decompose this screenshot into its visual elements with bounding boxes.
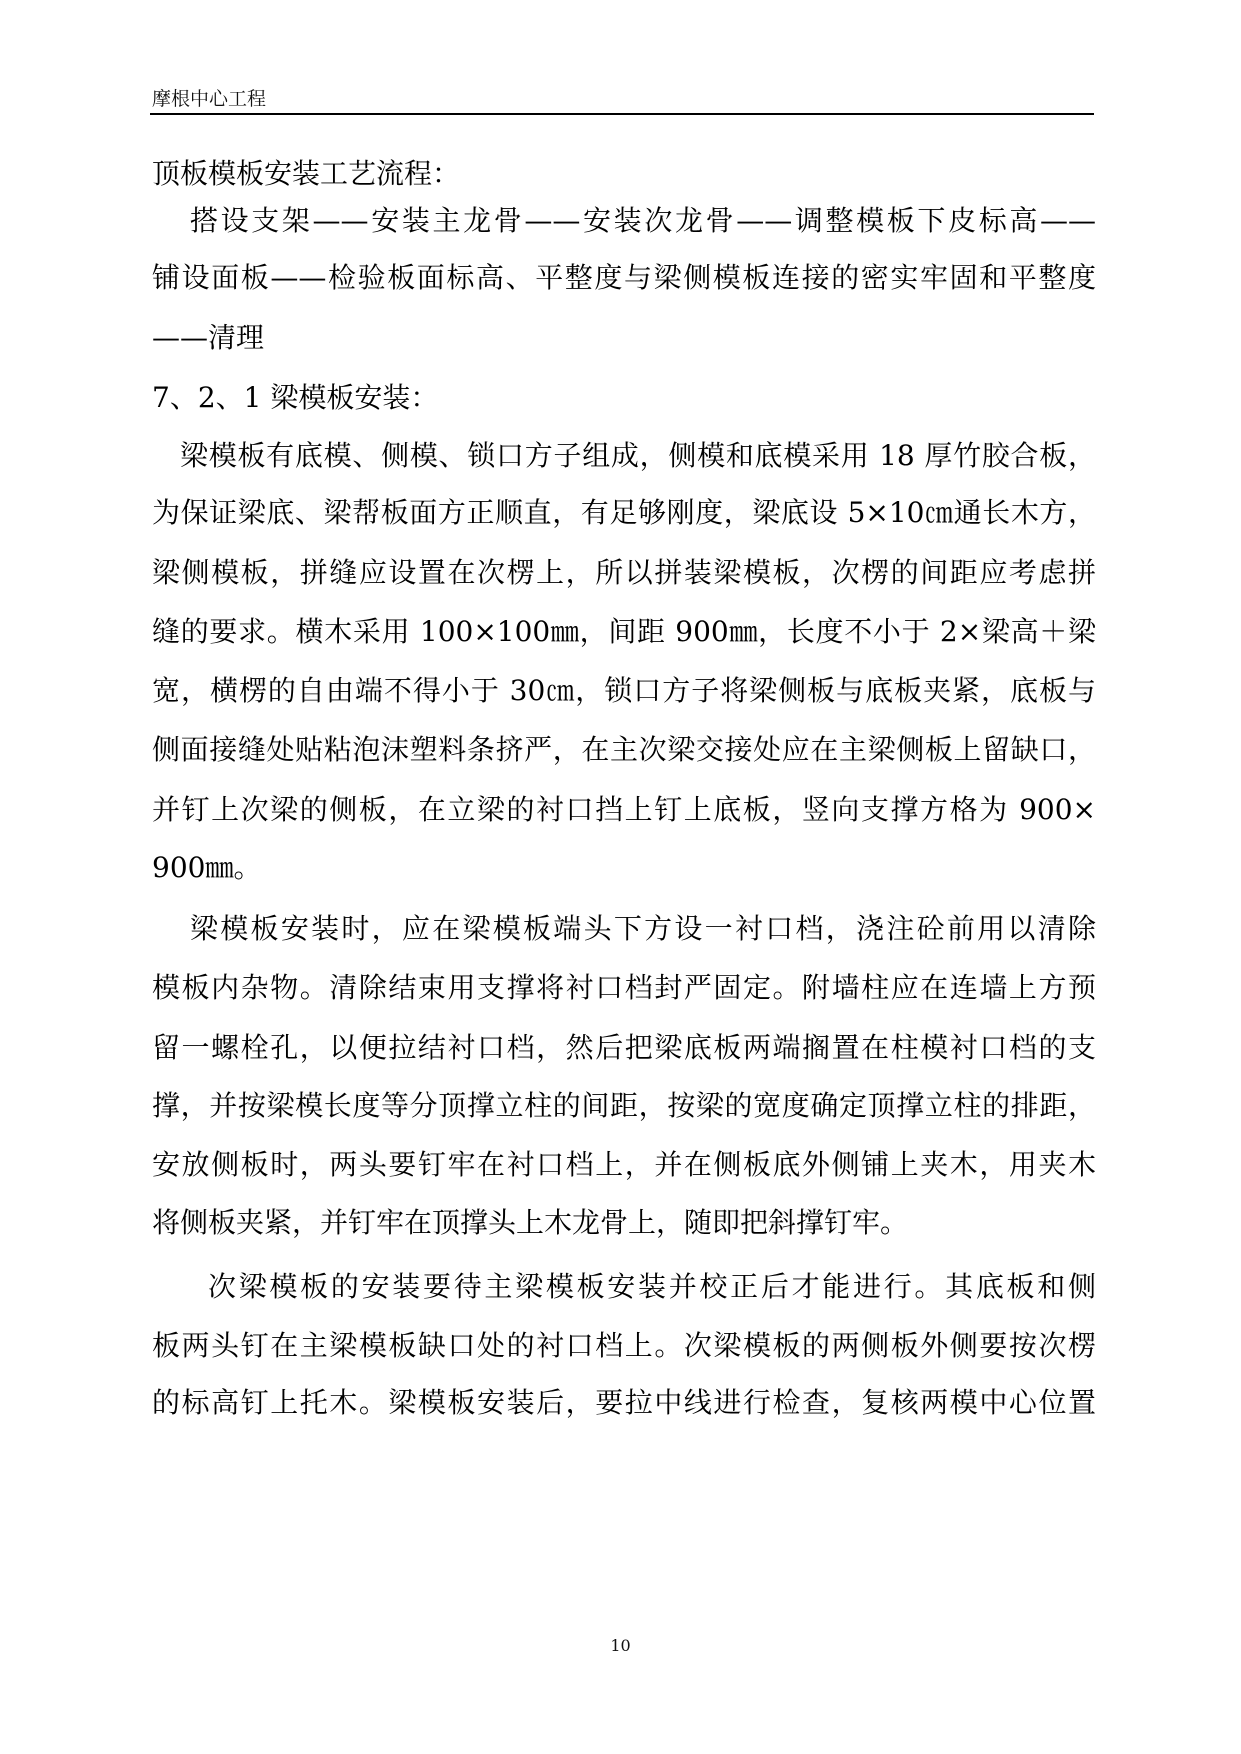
paragraph-line: 宽，横楞的自由端不得小于 30㎝，锁口方子将梁侧板与底板夹紧，底板与 xyxy=(152,674,1096,707)
header-divider xyxy=(150,113,1094,115)
paragraph-line: 缝的要求。横木采用 100×100㎜，间距 900㎜，长度不小于 2×梁高＋梁 xyxy=(152,615,1096,648)
paragraph-line: 搭设支架——安装主龙骨——安装次龙骨——调整模板下皮标高—— xyxy=(190,204,1096,237)
paragraph-line: 900㎜。 xyxy=(152,851,262,884)
paragraph-line: 梁侧模板，拼缝应设置在次楞上，所以拼装梁模板，次楞的间距应考虑拼 xyxy=(152,556,1096,589)
page-number: 10 xyxy=(610,1636,631,1655)
paragraph-line: 梁模板有底模、侧模、锁口方子组成，侧模和底模采用 18 厚竹胶合板， xyxy=(180,439,1096,472)
section-heading: 顶板模板安装工艺流程： xyxy=(152,157,461,190)
paragraph-line: 铺设面板——检验板面标高、平整度与梁侧模板连接的密实牢固和平整度 xyxy=(152,261,1096,294)
paragraph-line: 撑，并按梁模长度等分顶撑立柱的间距，按梁的宽度确定顶撑立柱的排距， xyxy=(152,1089,1096,1122)
paragraph-line: 安放侧板时，两头要钉牢在衬口档上，并在侧板底外侧铺上夹木，用夹木 xyxy=(152,1148,1096,1181)
paragraph-line: 梁模板安装时，应在梁模板端头下方设一衬口档，浇注砼前用以清除 xyxy=(190,912,1096,945)
paragraph-line: 为保证梁底、梁帮板面方正顺直，有足够刚度，梁底设 5×10㎝通长木方， xyxy=(152,496,1096,529)
subsection-heading: 7、2、1 梁模板安装： xyxy=(152,381,439,414)
header-title: 摩根中心工程 xyxy=(152,88,267,110)
paragraph-line: 的标高钉上托木。梁模板安装后，要拉中线进行检查，复核两模中心位置 xyxy=(152,1386,1096,1419)
paragraph-line: ——清理 xyxy=(152,321,265,354)
paragraph-line: 并钉上次梁的侧板，在立梁的衬口挡上钉上底板，竖向支撑方格为 900× xyxy=(152,793,1096,826)
paragraph-line: 板两头钉在主梁模板缺口处的衬口档上。次梁模板的两侧板外侧要按次楞 xyxy=(152,1329,1096,1362)
paragraph-line: 次梁模板的安装要待主梁模板安装并校正后才能进行。其底板和侧 xyxy=(208,1270,1096,1303)
paragraph-line: 模板内杂物。清除结束用支撑将衬口档封严固定。附墙柱应在连墙上方预 xyxy=(152,971,1096,1004)
paragraph-line: 侧面接缝处贴粘泡沫塑料条挤严，在主次梁交接处应在主梁侧板上留缺口， xyxy=(152,733,1096,766)
paragraph-line: 留一螺栓孔，以便拉结衬口档，然后把梁底板两端搁置在柱模衬口档的支 xyxy=(152,1031,1096,1064)
paragraph-line: 将侧板夹紧，并钉牢在顶撑头上木龙骨上，随即把斜撑钉牢。 xyxy=(152,1206,909,1239)
